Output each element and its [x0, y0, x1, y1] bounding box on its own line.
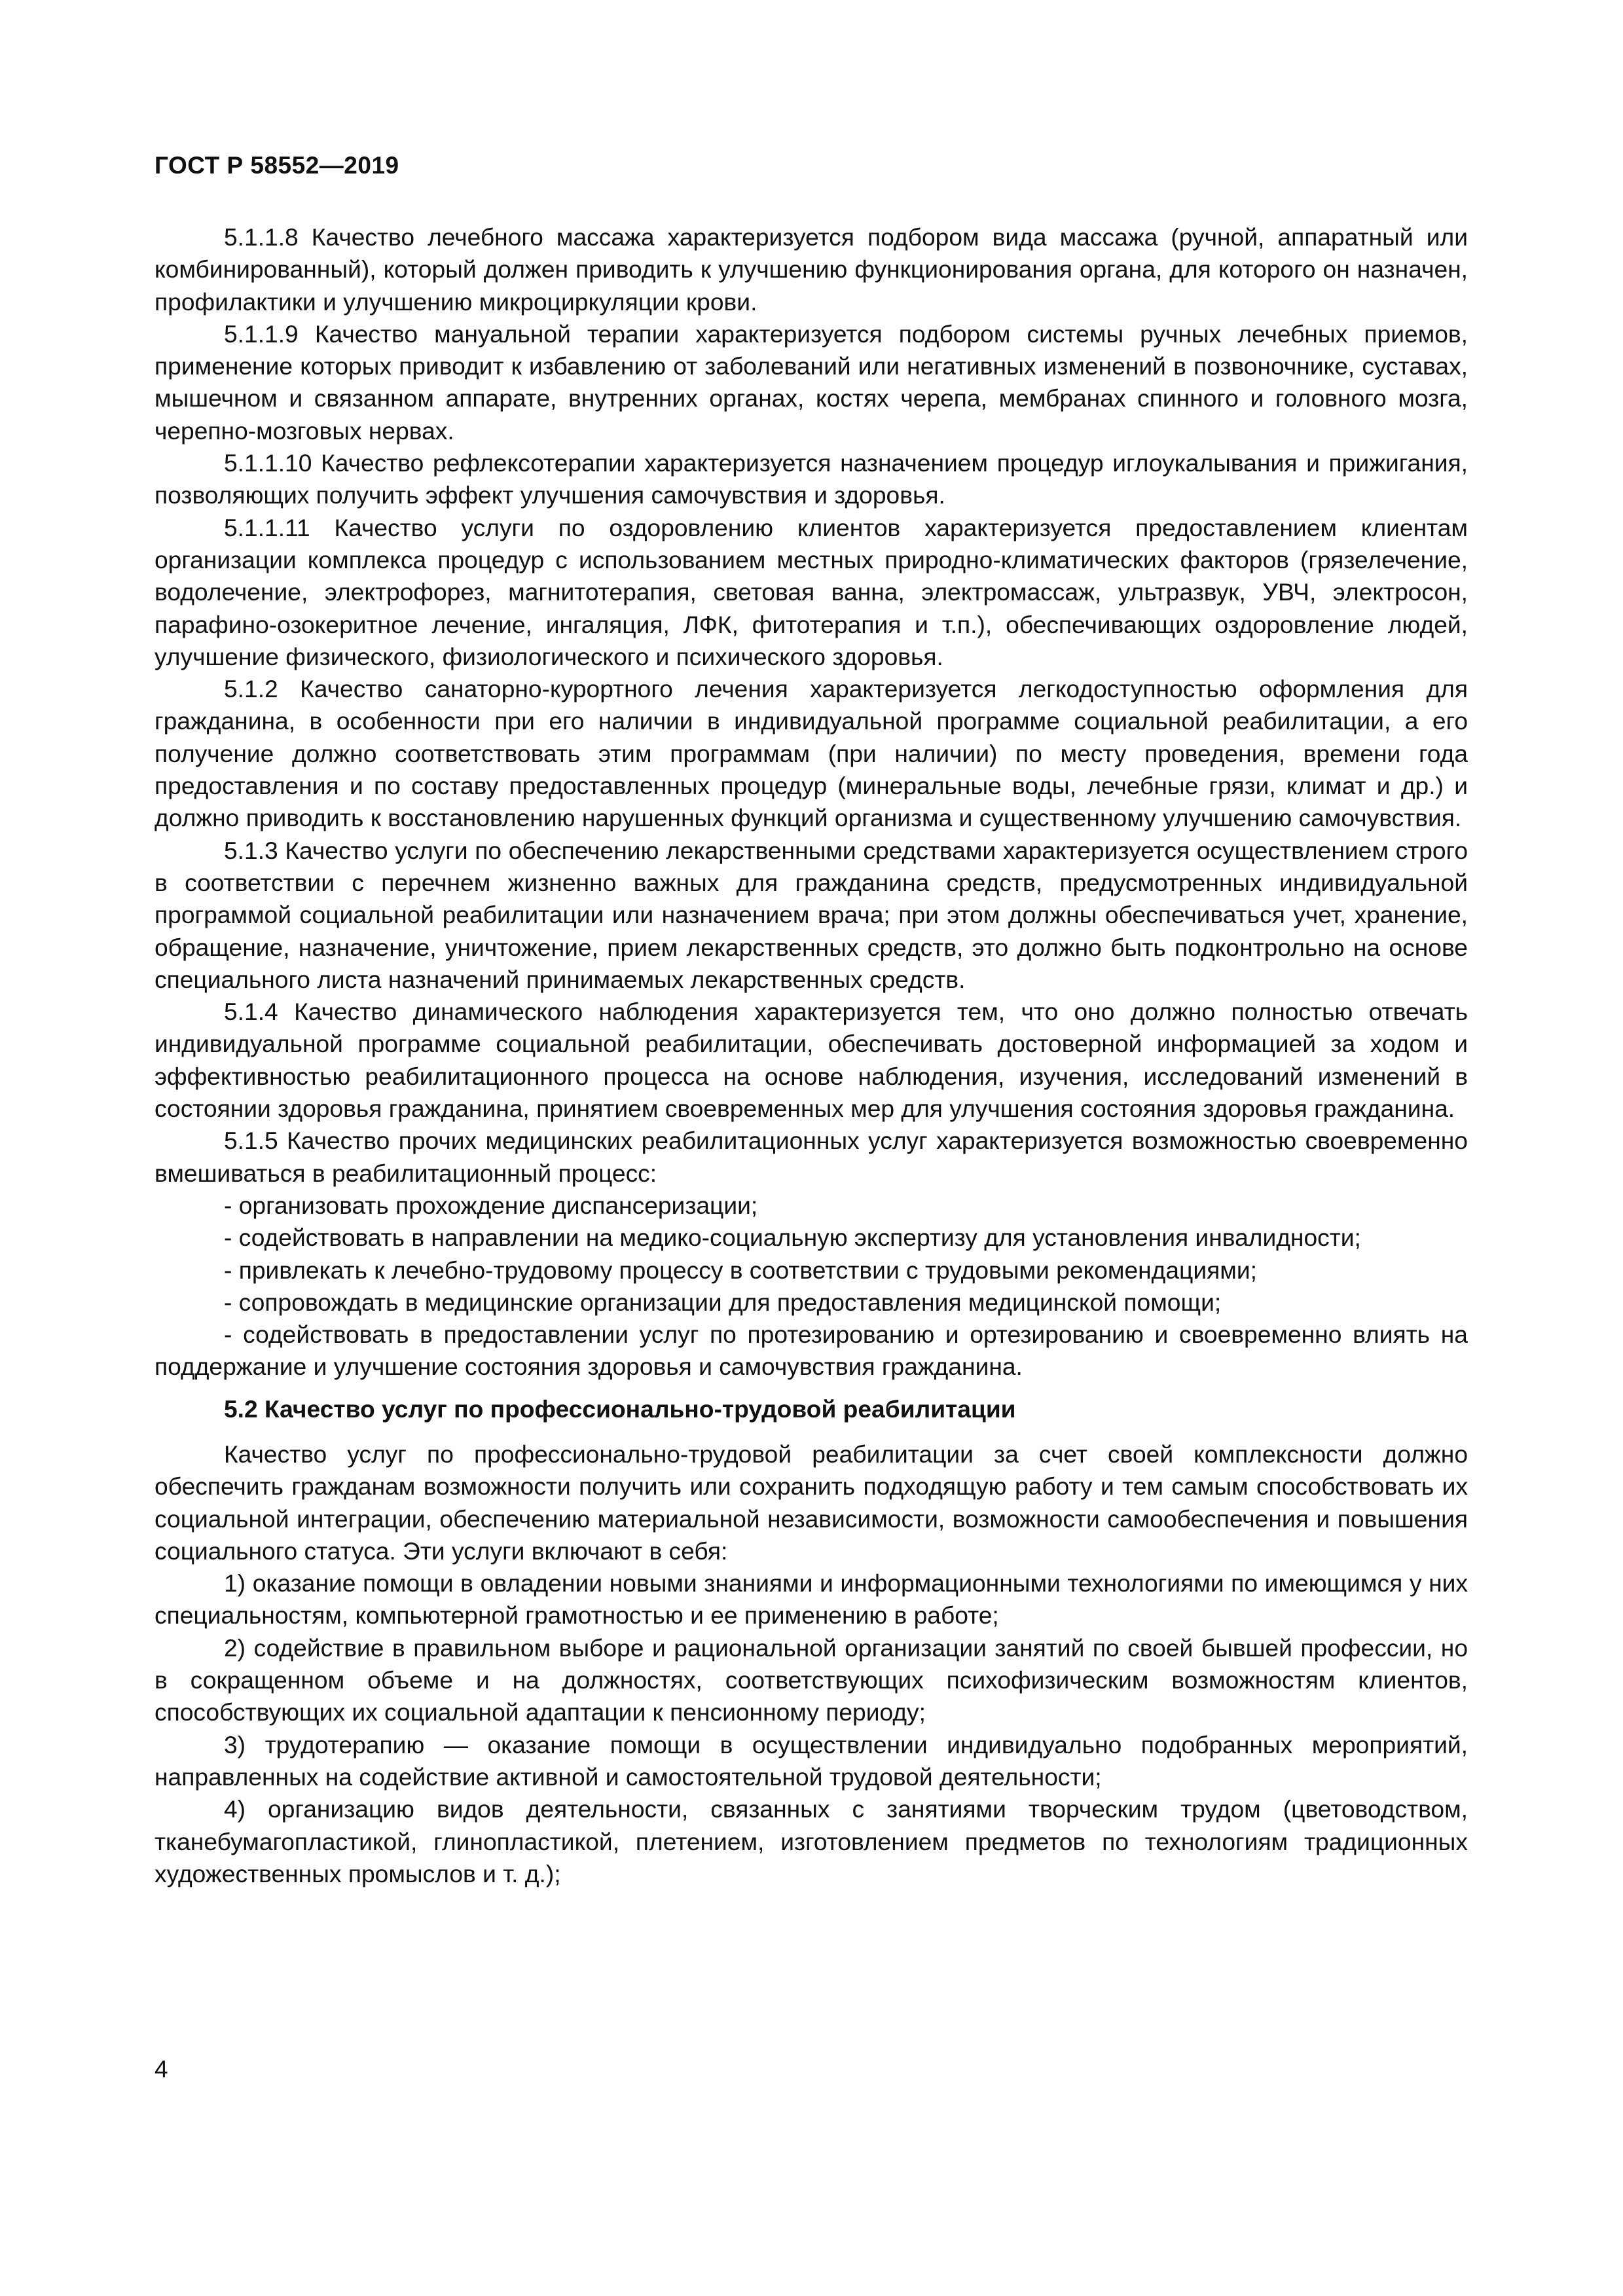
- numbered-list-item: 1) оказание помощи в овладении новыми знаниями и информационными технологиями по имеющимся у них специальностям, компьютерной грамотностью и ее применению в работе;: [155, 1569, 1468, 1630]
- paragraph-5-1-2: 5.1.2 Качество санаторно-курортного лечения характеризуется легкодоступностью оформления для гражданина, в особенности при его наличии в индивидуальной программе социальной реабилитации, а его получение должно соответствовать этим программам (при наличии) по месту проведения, времени года предоставления и по составу предоставленных процедур (минеральные воды, лечебные грязи, климат и др.) и должно приводить к восстановлению нарушенных функций организма и существенному улучшению самочувствия.: [155, 675, 1468, 832]
- dash-list-item: - организовать прохождение диспансеризации;: [224, 1191, 758, 1219]
- paragraph-5-1-1-8: 5.1.1.8 Качество лечебного массажа характеризуется подбором вида массажа (ручной, аппаратный или комбинированный), который должен приводить к улучшению функционирования органа, для которого он назначен, профилактики и улучшению микроциркуляции крови.: [155, 223, 1468, 316]
- dash-list-item: - привлекать к лечебно-трудовому процессу в соответствии с трудовыми рекомендациями;: [224, 1256, 1257, 1284]
- document-header: ГОСТ Р 58552—2019: [155, 152, 399, 179]
- section-heading-5-2: 5.2 Качество услуг по профессионально-трудовой реабилитации: [224, 1394, 1016, 1423]
- page-number: 4: [155, 2056, 168, 2083]
- numbered-list-item: 2) содействие в правильном выборе и рациональной организации занятий по своей бывшей профессии, но в сокращенном объеме и на должностях, соответствующих психофизическим возможностям клиентов, способствующих их социальной адаптации к пенсионному периоду;: [155, 1633, 1468, 1726]
- paragraph-5-1-1-11: 5.1.1.11 Качество услуги по оздоровлению клиентов характеризуется предоставлением клиентам организации комплекса процедур с использованием местных природно-климатических факторов (грязелечение, водолечение, электрофорез, магнитотерапия, световая ванна, электромассаж, ультразвук, УВЧ, электросон, парафино-озокеритное лечение, ингаляция, ЛФК, фитотерапия и т.п.), обеспечивающих оздоровление людей, улучшение физического, физиологического и психического здоровья.: [155, 513, 1468, 670]
- paragraph-5-1-5: 5.1.5 Качество прочих медицинских реабилитационных услуг характеризуется возможностью своевременно вмешиваться в реабилитационный процесс:: [155, 1127, 1468, 1187]
- paragraph-5-1-4: 5.1.4 Качество динамического наблюдения характеризуется тем, что оно должно полностью отвечать индивидуальной программе социальной реабилитации, обеспечивать достоверной информацией за ходом и эффективностью реабилитационного процесса на основе наблюдения, изучения, исследований изменений в состоянии здоровья гражданина, принятием своевременных мер для улучшения состояния здоровья гражданина.: [155, 998, 1468, 1123]
- document-body: [155, 221, 1468, 1890]
- numbered-list-item: 3) трудотерапию — оказание помощи в осуществлении индивидуально подобранных мероприятий, направленных на содействие активной и самостоятельной трудовой деятельности;: [155, 1730, 1468, 1791]
- paragraph-5-1-1-10: 5.1.1.10 Качество рефлексотерапии характеризуется назначением процедур иглоукалывания и прижигания, позволяющих получить эффект улучшения самочувствия и здоровья.: [155, 449, 1468, 509]
- section-intro: Качество услуг по профессионально-трудовой реабилитации за счет своей комплексности должно обеспечить гражданам возможности получить или сохранить подходящую работу и тем самым способствовать их социальной интеграции, обеспечению материальной независимости, возможности самообеспечения и повышения социального статуса. Эти услуги включают в себя:: [155, 1440, 1468, 1565]
- numbered-list-item: 4) организацию видов деятельности, связанных с занятиями творческим трудом (цветоводством, тканебумагопластикой, глинопластикой, плетением, изготовлением предметов по технологиям традиционных художественных промыслов и т. д.);: [155, 1795, 1468, 1887]
- paragraph-5-1-3: 5.1.3 Качество услуги по обеспечению лекарственными средствами характеризуется осуществлением строго в соответствии с перечнем жизненно важных для гражданина средств, предусмотренных индивидуальной программой социальной реабилитации или назначением врача; при этом должны обеспечиваться учет, хранение, обращение, назначение, уничтожение, прием лекарственных средств, это должно быть подконтрольно на основе специального листа назначений принимаемых лекарственных средств.: [155, 836, 1468, 993]
- paragraph-5-1-1-9: 5.1.1.9 Качество мануальной терапии характеризуется подбором системы ручных лечебных приемов, применение которых приводит к избавлению от заболеваний или негативных изменений в позвоночнике, суставах, мышечном и связанном аппарате, внутренних органах, костях черепа, мембранах спинного и головного мозга, черепно-мозговых нервах.: [155, 319, 1468, 445]
- dash-list-item: - сопровождать в медицинские организации для предоставления медицинской помощи;: [224, 1288, 1222, 1316]
- dash-list-item: - содействовать в предоставлении услуг по протезированию и ортезированию и своевременно влиять на поддержание и улучшение состояния здоровья и самочувствия гражданина.: [155, 1321, 1468, 1381]
- dash-list-item: - содействовать в направлении на медико-социальную экспертизу для установления инвалидности;: [224, 1224, 1361, 1252]
